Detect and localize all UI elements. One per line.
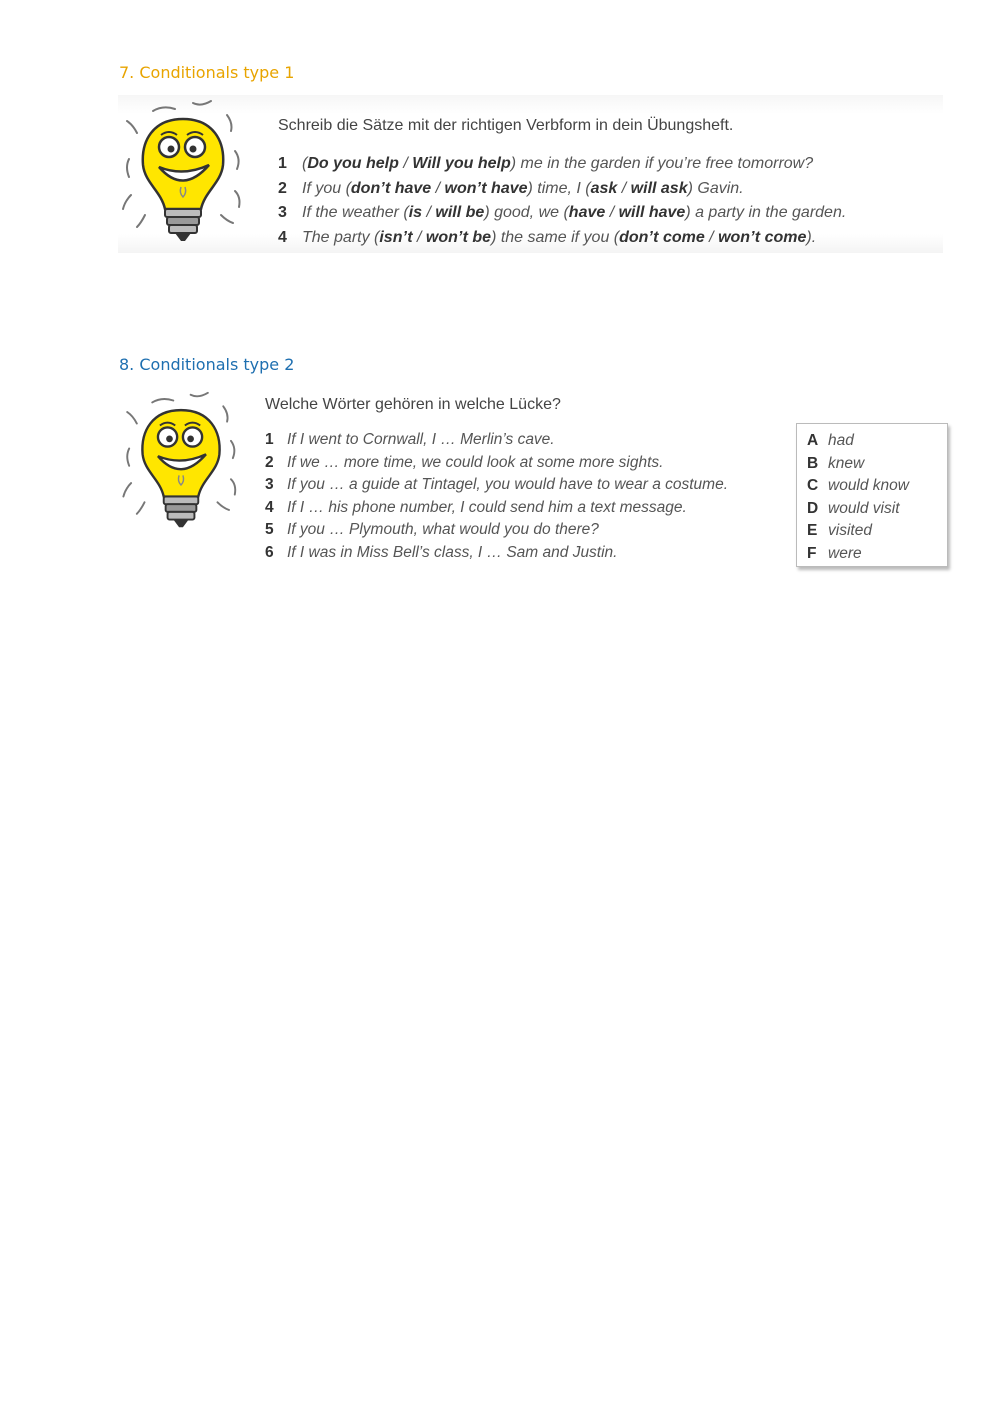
word-options-list — [807, 430, 909, 565]
item-number: 5 — [265, 521, 274, 539]
sentence-fragment: ) a party in the garden. — [685, 204, 847, 221]
sentence-list — [265, 429, 728, 565]
sentence-fragment: ) the same if you ( — [491, 228, 620, 246]
option-word: had — [828, 432, 854, 449]
sentence-item — [265, 497, 728, 520]
item-number: 3 — [265, 476, 274, 494]
sentence-text — [302, 204, 846, 221]
item-number: 4 — [278, 228, 287, 246]
sentence-fragment: If you ( — [302, 179, 351, 197]
item-number: 2 — [278, 179, 287, 197]
sentence-fragment: / — [431, 179, 445, 197]
option-letter: A — [807, 432, 819, 449]
option-letter: D — [807, 499, 819, 517]
sentence-text: If I went to Cornwall, I … Merlin’s cave. — [287, 431, 555, 448]
instruction-text: Welche Wörter gehören in welche Lücke? — [265, 396, 561, 413]
sentence-text: If you … a guide at Tintagel, you would have to wear a costume. — [287, 476, 729, 494]
option-word: visited — [828, 522, 872, 539]
sentence-item — [265, 542, 728, 565]
sentence-fragment: / — [704, 228, 719, 246]
sentence-fragment: If the weather ( — [302, 204, 409, 221]
word-option — [807, 453, 909, 476]
word-option — [807, 543, 909, 566]
sentence-item — [278, 201, 846, 226]
sentence-fragment: / — [398, 155, 413, 172]
word-option — [807, 498, 909, 521]
verb-choice: will ask — [630, 179, 688, 197]
section-7-title: 7. Conditionals type 1 — [119, 63, 295, 82]
item-number: 3 — [278, 204, 287, 221]
sentence-fragment: ) time, I ( — [527, 179, 591, 197]
sentence-fragment: The party ( — [302, 228, 380, 246]
instruction-text: Schreib die Sätze mit der richtigen Verbform in dein Übungsheft. — [278, 117, 734, 134]
sentence-item — [265, 429, 728, 452]
sentence-text: If I … his phone number, I could send him a text message. — [287, 498, 687, 516]
item-number: 4 — [265, 498, 274, 516]
verb-choice: Will you help — [412, 155, 511, 172]
sentence-item — [265, 474, 728, 497]
sentence-fragment: ). — [806, 228, 817, 246]
sentence-item — [278, 226, 846, 251]
verb-choice: Do you help — [307, 155, 399, 172]
verb-choice: is — [408, 204, 423, 221]
sentence-text: If we … more time, we could look at some more sights. — [287, 453, 664, 471]
verb-choice: don’t come — [619, 228, 705, 246]
verb-choice: isn’t — [379, 228, 413, 246]
sentence-item — [278, 152, 846, 177]
sentence-fragment: ) good, we ( — [484, 204, 569, 221]
sentence-text: If I was in Miss Bell’s class, I … Sam and Justin. — [287, 543, 618, 561]
verb-choice: will have — [618, 204, 686, 221]
sentence-list — [278, 152, 846, 250]
sentence-item — [265, 519, 728, 542]
sentence-fragment: ) me in the garden if you’re free tomorrow? — [510, 155, 814, 172]
item-number: 1 — [265, 431, 274, 448]
sentence-fragment: ) Gavin. — [687, 179, 744, 197]
sentence-item — [265, 452, 728, 475]
sentence-fragment: / — [422, 204, 436, 221]
sentence-text: If you … Plymouth, what would you do there? — [287, 521, 599, 539]
lightbulb-mascot-icon — [122, 389, 240, 533]
verb-choice: ask — [590, 179, 618, 197]
sentence-text — [302, 180, 744, 197]
option-letter: E — [807, 522, 818, 539]
verb-choice: have — [568, 204, 606, 221]
item-number: 2 — [265, 453, 274, 471]
word-option — [807, 520, 909, 543]
option-letter: F — [807, 544, 817, 562]
section-8-title: 8. Conditionals type 2 — [119, 355, 295, 374]
verb-choice: won’t come — [718, 228, 807, 246]
option-letter: B — [807, 454, 819, 472]
sentence-fragment: ( — [302, 155, 308, 172]
verb-choice: don’t have — [350, 179, 432, 197]
verb-choice: won’t have — [444, 179, 528, 197]
item-number: 1 — [278, 155, 287, 172]
sentence-text — [302, 229, 816, 246]
option-word: would visit — [828, 499, 900, 517]
sentence-fragment: / — [605, 204, 619, 221]
option-letter: C — [807, 477, 819, 494]
sentence-item — [278, 177, 846, 202]
exercise-8 — [118, 385, 953, 575]
verb-choice: will be — [435, 204, 485, 221]
sentence-fragment: / — [617, 179, 631, 197]
verb-choice: won’t be — [425, 228, 492, 246]
word-options-box — [796, 423, 948, 567]
sentence-text — [302, 155, 813, 172]
option-word: were — [828, 544, 862, 562]
lightbulb-mascot-icon — [122, 97, 244, 247]
word-option — [807, 475, 909, 498]
exercise-7 — [118, 95, 943, 253]
item-number: 6 — [265, 543, 274, 561]
option-word: knew — [828, 454, 865, 472]
sentence-fragment: / — [412, 228, 426, 246]
option-word: would know — [828, 477, 909, 494]
word-option — [807, 430, 909, 453]
